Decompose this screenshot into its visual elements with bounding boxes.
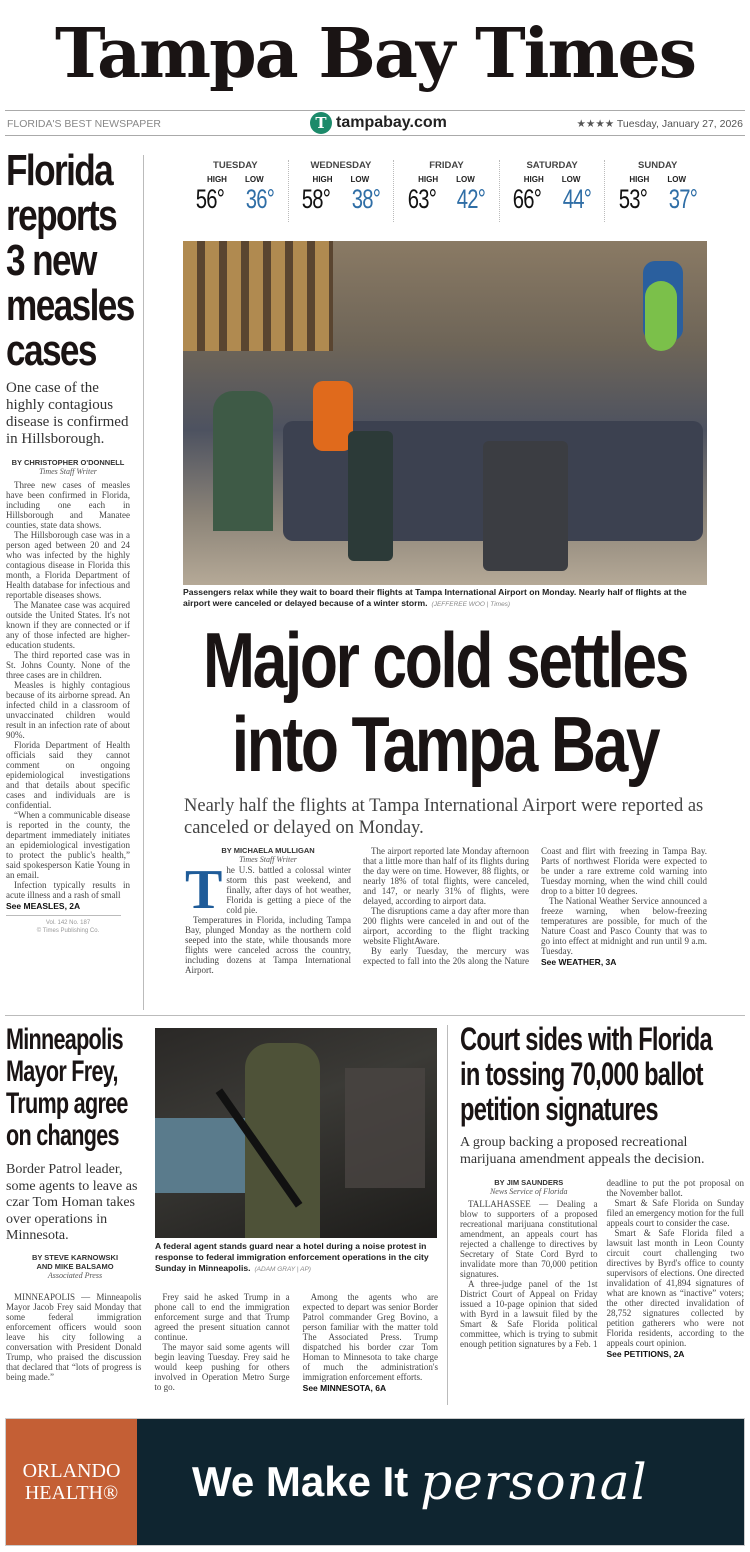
column-divider	[143, 155, 144, 1010]
day-name: SUNDAY	[638, 160, 678, 171]
high-temp: 56°	[196, 184, 225, 214]
edition-date	[577, 118, 743, 130]
forecast-day	[183, 160, 289, 222]
photo-wall	[183, 241, 333, 351]
headline-line: in tossing 70,000 ballot	[460, 1056, 703, 1092]
court-headline[interactable]	[460, 1022, 741, 1127]
masthead-strip	[5, 110, 745, 136]
headline-line: on changes	[6, 1119, 119, 1152]
high-temp: 53°	[618, 184, 647, 214]
photo-credit: (ADAM GRAY | AP)	[254, 1266, 311, 1273]
high-label: HIGH	[523, 175, 544, 184]
paragraph: The mayor said some agents will begin leaving Tuesday. Frey said he would keep pushing for others involved in Operation Metro Surge to go.	[154, 1342, 290, 1392]
headline-line: Mayor Frey,	[6, 1055, 118, 1088]
ad-slogan	[137, 1419, 744, 1545]
headline-line: Minneapolis	[6, 1023, 123, 1056]
ad-brand-logo	[6, 1419, 137, 1545]
low-label: LOW	[667, 175, 686, 184]
slogan-script: personal	[420, 1453, 648, 1511]
drop-cap: T	[185, 859, 223, 921]
photo-person	[213, 391, 273, 531]
minneapolis-body	[6, 1292, 438, 1393]
court-deck: A group backing a proposed recreational marijuana amendment appeals the decision.	[460, 1135, 705, 1167]
paragraph: The Hillsborough case was in a person aged between 20 and 24 who was infected by the highly contagious disease in Florida this month, a Florida Department of Health database for infectious and reportable diseases shows.	[6, 530, 130, 600]
paragraph: The National Weather Service announced a freeze warning, when below-freezing temperatures are possible, for much of the Nature Coast and Pasco County that was to go into effect at midnight and run until 9 a.m. Tuesday.	[541, 896, 707, 956]
paragraph: he U.S. battled a colossal winter storm this past weekend, and finally, after days of hot weather, Florida is getting a piece of the cold pie.	[226, 865, 351, 915]
brand-line: ORLANDO	[22, 1460, 121, 1482]
paragraph: A three-judge panel of the 1st District Court of Appeal on Friday issued a 10-page opinion that sided with Byrd in a lawsuit filed by the Smart & Safe Florida political committee, which is trying to submit enough petition signatures by a Feb. 1 deadline to put the pot proposal on the November ballot.	[460, 1178, 744, 1349]
byline: BY MICHAELA MULLIGAN	[221, 846, 315, 855]
lead-photo-caption	[183, 587, 713, 610]
masthead-title: Tampa Bay Times	[54, 14, 696, 94]
caption-text: A federal agent stands guard near a hotel during a noise protest in response to federal immigration enforcement operations in the city Sunday in Minneapolis.	[155, 1241, 429, 1273]
low-temp: 44°	[562, 184, 592, 214]
orlando-health-ad[interactable]	[5, 1418, 745, 1546]
byline: BY CHRISTOPHER O'DONNELL	[11, 458, 125, 467]
headline-line: measles	[6, 281, 134, 330]
paragraph: The third reported case was in St. Johns County. None of the three cases are in children.	[6, 650, 130, 680]
weather-forecast	[183, 160, 710, 222]
headline-line: cases	[6, 326, 96, 375]
headline-line: into Tampa Bay	[231, 700, 659, 788]
byline: AND MIKE BALSAMO	[36, 1261, 114, 1271]
paragraph: TALLAHASSEE — Dealing a blow to supporters of a proposed recreational marijuana constitutional amendment, an appeals court has rejected a challenge to directives by Secretary of State Cord Byrd to invalidate more than 70,000 petition signatures.	[460, 1199, 598, 1279]
high-temp: 66°	[512, 184, 542, 214]
volume-number: Vol. 142 No. 187	[45, 920, 91, 926]
photo-plush-toy	[645, 281, 677, 351]
cold-body	[185, 846, 707, 975]
byline-role: Times Staff Writer	[239, 855, 297, 864]
measles-deck: One case of the highly contagious disease is confirmed in Hillsborough.	[6, 380, 129, 447]
measles-story	[6, 146, 134, 935]
cold-deck: Nearly half the flights at Tampa International Airport were reported as canceled or delayed on Monday.	[184, 796, 704, 838]
low-label: LOW	[350, 175, 370, 184]
low-label: LOW	[561, 175, 581, 184]
headline-line: Major cold settles	[203, 616, 687, 704]
minneapolis-jump-link[interactable]: See MINNESOTA, 6A	[302, 1383, 387, 1393]
low-label: LOW	[244, 175, 264, 184]
headline-line: Florida	[6, 146, 113, 195]
column-divider	[447, 1025, 448, 1405]
paragraph: By early Tuesday, the mercury was expected to fall into the 20s along the Nature Coast and flirt with freezing in Tampa Bay. Parts of northwest Florida were expected to be under a rare extreme cold warning into Tuesday morning, when the wind chill could drop to a bitter 10 degrees.	[363, 846, 707, 966]
day-name: FRIDAY	[429, 160, 464, 171]
airport-photo[interactable]	[183, 241, 707, 585]
photo-child	[313, 381, 353, 451]
headline-line: petition signatures	[460, 1091, 658, 1127]
paragraph: Infection typically results in acute illness and a rash of small	[6, 880, 130, 900]
headline-line: 3 new	[6, 236, 96, 285]
measles-body	[6, 480, 130, 911]
forecast-day	[605, 160, 710, 222]
paragraph: Frey said he asked Trump in a phone call to end the immigration enforcement surge and that Trump agreed the present situation cannot continue.	[154, 1292, 290, 1342]
slogan-text: We Make It	[192, 1458, 409, 1505]
paragraph: Measles is highly contagious because of its airborne spread. An infected child in a classroom of unvaccinated children would result in an infection rate of about 90%.	[6, 680, 130, 740]
byline-role: Associated Press	[47, 1270, 103, 1280]
paragraph: “When a communicable disease is reported in the county, the department immediately initiates an epidemiological investigation to protect the public's health,” said spokesperson Katie Young in an email.	[6, 810, 130, 880]
headline-line: Court sides with Florida	[460, 1021, 712, 1057]
byline: BY STEVE KARNOWSKI	[31, 1252, 119, 1262]
copyright: © Times Publishing Co.	[36, 928, 100, 934]
minneapolis-headline[interactable]	[6, 1024, 143, 1152]
byline: BY JIM SAUNDERS	[494, 1178, 564, 1187]
low-temp: 36°	[246, 184, 275, 214]
tagline: FLORIDA'S BEST NEWSPAPER	[7, 118, 161, 130]
minneapolis-byline-block	[6, 1253, 144, 1281]
paragraph: The Manatee case was acquired outside the United States. It's not known if they are connected or if any of those infected are higher-education students.	[6, 600, 130, 650]
cold-headline[interactable]	[149, 618, 741, 786]
high-temp: 58°	[301, 184, 331, 214]
divider	[6, 915, 121, 916]
paragraph: The airport reported late Monday afternoon that a little more than half of its flights during the day were on time. However, 88 flights, or nearly 18% of total flights, were canceled, and 147, or nearly 31% of flights, were delayed, according to airport data.	[363, 846, 529, 906]
high-label: HIGH	[312, 175, 333, 184]
court-jump-link[interactable]: See PETITIONS, 2A	[606, 1349, 685, 1359]
headline-line: reports	[6, 191, 117, 240]
court-body	[460, 1178, 744, 1359]
paragraph: Among the agents who are expected to depart was senior Border Patrol commander Greg Bovino, a person familiar with the matter told The Associated Press. Trump dispatched his border czar Tom Homan to Minnesota to take charge of much the administration's immigration enforcement efforts.	[302, 1292, 438, 1382]
low-temp: 37°	[668, 184, 697, 214]
headline-line: Trump agree	[6, 1087, 128, 1120]
minneapolis-lead-column	[6, 1024, 144, 1281]
paragraph: Temperatures in Florida, including Tampa Bay, plunged Monday as the northern cold seeped into the state, while thousands more flights were canceled across the country, including dozens at Tampa International Airport.	[185, 915, 351, 975]
cold-jump-link[interactable]: See WEATHER, 3A	[541, 957, 617, 967]
day-name: WEDNESDAY	[310, 160, 372, 171]
low-label: LOW	[456, 175, 475, 184]
high-label: HIGH	[418, 175, 439, 184]
low-temp: 38°	[351, 184, 381, 214]
byline-role: News Service of Florida	[489, 1187, 568, 1196]
photo-crowd	[345, 1068, 425, 1188]
paragraph: Florida Department of Health officials said they cannot comment on ongoing epidemiological investigations and that details about specific cases and individuals are is confidential.	[6, 740, 130, 810]
low-temp: 42°	[457, 184, 486, 214]
forecast-day	[289, 160, 395, 222]
volume-info	[6, 919, 130, 935]
paragraph: The disruptions came a day after more than 200 flights were canceled in and out of the airport, according to the flight tracking website FlightAware.	[363, 906, 529, 946]
site-url: tampabay.com	[336, 114, 447, 131]
paragraph: Three new cases of measles have been confirmed in Florida, including one each in Hillsborough and Manatee counties, state data shows.	[6, 480, 130, 530]
caption-text: Passengers relax while they wait to board their flights at Tampa International Airport on Monday. Nearly half of flights at the airport were canceled or delayed because of a winter storm.	[183, 587, 687, 608]
photo-suitcase	[348, 431, 393, 561]
measles-byline-block	[6, 458, 130, 477]
day-name: SATURDAY	[526, 160, 578, 171]
forecast-day	[500, 160, 606, 222]
section-divider	[5, 1015, 745, 1016]
high-temp: 63°	[407, 184, 436, 214]
measles-jump-link[interactable]: See MEASLES, 2A	[6, 901, 81, 911]
paragraph: Smart & Safe Florida filed a lawsuit last month in Leon County circuit court challenging two directives by Byrd's office to county supervisors of elections. One directed invalidation of 41,894 signatures of what are known as “inactive” voters; the other directed invalidation of 28,752 signatures collected by petition gatherers who were not Florida residents, according to the appeals court opinion.	[606, 1228, 744, 1348]
date: Tuesday, January 27, 2026	[616, 118, 743, 130]
day-name: TUESDAY	[213, 160, 258, 171]
photo-credit: (JEFFEREE WOO | Times)	[431, 601, 511, 608]
site-link[interactable]	[310, 112, 447, 134]
minneapolis-photo-caption	[155, 1241, 440, 1275]
paragraph: Smart & Safe Florida on Sunday filed an emergency motion for the full appeals court to consider the case.	[606, 1198, 744, 1228]
agent-photo[interactable]	[155, 1028, 437, 1238]
high-label: HIGH	[206, 175, 227, 184]
brand-line: HEALTH®	[24, 1482, 119, 1504]
minneapolis-deck: Border Patrol leader, some agents to leave as czar Tom Homan takes over operations in Minnesota.	[6, 1162, 138, 1243]
high-label: HIGH	[629, 175, 650, 184]
measles-headline[interactable]	[6, 148, 134, 373]
times-logo-icon: T	[310, 112, 332, 134]
edition-stars: ★★★★	[576, 118, 615, 130]
byline-role: Times Staff Writer	[39, 467, 97, 476]
photo-suitcase	[483, 441, 568, 571]
paragraph: MINNEAPOLIS — Minneapolis Mayor Jacob Frey said Monday that some federal immigration enforcement officers would soon leave his city following a conversation with President Donald Trump, who praised the discussion that declared that “lots of progress is being made.”	[6, 1292, 142, 1382]
forecast-day	[394, 160, 500, 222]
